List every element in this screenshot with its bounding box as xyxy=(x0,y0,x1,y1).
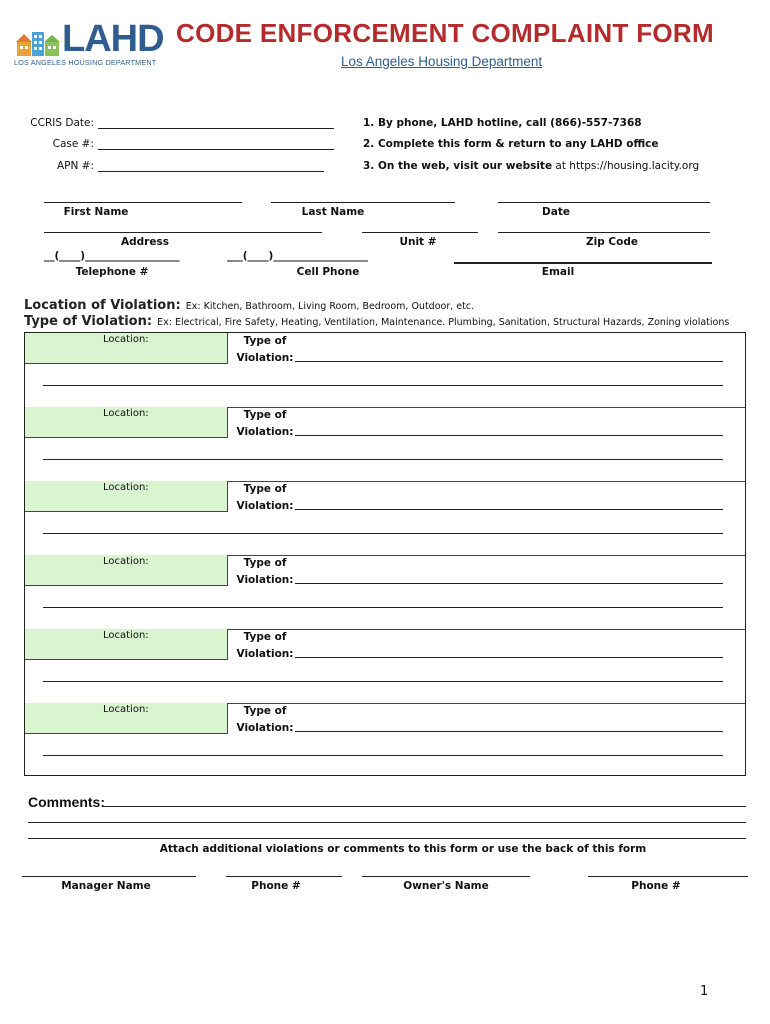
phone-2-label: Phone # xyxy=(631,880,681,892)
howto-step-1: 1. By phone, LAHD hotline, call (866)-557-7368 xyxy=(363,117,642,129)
howto-step-3 xyxy=(363,160,699,172)
type-of-violation-label xyxy=(233,629,297,663)
address-label: Address xyxy=(121,236,169,248)
type-of-violation-line[interactable] xyxy=(295,657,723,658)
type-of-violation-line[interactable] xyxy=(295,509,723,510)
houses-icon xyxy=(14,28,62,58)
type-heading: Type of Violation: xyxy=(24,314,153,329)
comments-note: Attach additional violations or comments to this form or use the back of this form xyxy=(159,843,647,855)
type-label-line2: Violation: xyxy=(236,574,294,586)
type-label-line2: Violation: xyxy=(236,648,294,660)
cell-phone-field[interactable]: ___(____)__________________ xyxy=(227,250,368,262)
location-label: Location: xyxy=(103,334,149,345)
location-label: Location: xyxy=(103,408,149,419)
type-of-violation-label xyxy=(233,481,297,515)
type-label-line1: Type of xyxy=(243,335,287,347)
phone-1-field[interactable] xyxy=(226,876,342,877)
case-number-label: Case #: xyxy=(52,138,94,150)
cell-phone-label: Cell Phone xyxy=(296,266,360,278)
first-name-label: First Name xyxy=(63,206,129,218)
violations-table xyxy=(24,332,746,776)
owner-name-field[interactable] xyxy=(362,876,530,877)
type-of-violation-line[interactable] xyxy=(295,731,723,732)
violation-details-line[interactable] xyxy=(43,607,723,608)
type-examples: Ex: Electrical, Fire Safety, Heating, Ventilation, Maintenance. Plumbing, Sanitation, Structural Hazards, Zoning violations xyxy=(157,317,730,328)
location-heading: Location of Violation: xyxy=(24,298,181,313)
type-label-line2: Violation: xyxy=(236,426,294,438)
location-label: Location: xyxy=(103,704,149,715)
case-number-field[interactable] xyxy=(98,149,334,150)
date-label: Date xyxy=(542,206,570,218)
violation-details-line[interactable] xyxy=(43,459,723,460)
location-label: Location: xyxy=(103,630,149,641)
violation-row xyxy=(25,703,745,777)
violation-details-line[interactable] xyxy=(43,681,723,682)
page-number: 1 xyxy=(700,984,709,999)
first-name-field[interactable] xyxy=(44,202,242,203)
type-of-violation-label xyxy=(233,555,297,589)
type-label-line2: Violation: xyxy=(236,722,294,734)
logo-wordmark: LAHD xyxy=(62,18,164,60)
type-label-line1: Type of xyxy=(243,409,287,421)
type-of-violation-line[interactable] xyxy=(295,435,723,436)
email-field[interactable] xyxy=(454,262,712,264)
violation-details-line[interactable] xyxy=(43,533,723,534)
location-cell[interactable] xyxy=(25,407,228,438)
comments-line-2[interactable] xyxy=(28,822,746,823)
apn-label: APN #: xyxy=(56,160,94,172)
type-of-violation-line[interactable] xyxy=(295,361,723,362)
last-name-label: Last Name xyxy=(301,206,365,218)
type-label-line1: Type of xyxy=(243,557,287,569)
comments-line-1[interactable] xyxy=(102,806,746,807)
location-examples: Ex: Kitchen, Bathroom, Living Room, Bedroom, Outdoor, etc. xyxy=(185,301,475,312)
form-subtitle: Los Angeles Housing Department xyxy=(341,54,543,69)
type-label-line1: Type of xyxy=(243,483,287,495)
phone-1-label: Phone # xyxy=(251,880,301,892)
type-instruction xyxy=(24,310,729,329)
violation-row xyxy=(25,333,745,407)
logo-subtext: LOS ANGELES HOUSING DEPARTMENT xyxy=(14,58,157,67)
last-name-field[interactable] xyxy=(271,202,455,203)
type-label-line2: Violation: xyxy=(236,500,294,512)
location-cell[interactable] xyxy=(25,703,228,734)
zip-label: Zip Code xyxy=(586,236,638,248)
violation-row xyxy=(25,629,745,703)
type-label-line2: Violation: xyxy=(236,352,294,364)
type-of-violation-label xyxy=(233,703,297,737)
ccris-date-field[interactable] xyxy=(98,128,334,129)
unit-field[interactable] xyxy=(362,232,478,233)
howto-step-3-text: 3. On the web, visit our website xyxy=(363,160,553,172)
violation-row xyxy=(25,555,745,629)
telephone-field[interactable]: __(____)__________________ xyxy=(44,250,180,262)
location-cell[interactable] xyxy=(25,555,228,586)
type-label-line1: Type of xyxy=(243,705,287,717)
location-cell[interactable] xyxy=(25,481,228,512)
manager-name-field[interactable] xyxy=(22,876,196,877)
type-of-violation-label xyxy=(233,407,297,441)
violation-details-line[interactable] xyxy=(43,755,723,756)
date-field[interactable] xyxy=(498,202,710,203)
website-link[interactable]: at https://housing.lacity.org xyxy=(552,160,700,172)
howto-step-2: 2. Complete this form & return to any LAHD office xyxy=(363,138,659,150)
email-label: Email xyxy=(541,266,575,278)
form-title: CODE ENFORCEMENT COMPLAINT FORM xyxy=(176,18,714,48)
violation-row xyxy=(25,481,745,555)
lahd-logo xyxy=(14,18,168,70)
violation-details-line[interactable] xyxy=(43,385,723,386)
location-cell[interactable] xyxy=(25,629,228,660)
unit-label: Unit # xyxy=(399,236,437,248)
location-label: Location: xyxy=(103,556,149,567)
ccris-date-label: CCRIS Date: xyxy=(30,117,94,129)
owner-name-label: Owner's Name xyxy=(403,880,489,892)
zip-field[interactable] xyxy=(498,232,710,233)
address-field[interactable] xyxy=(44,232,322,233)
type-label-line1: Type of xyxy=(243,631,287,643)
phone-2-field[interactable] xyxy=(588,876,748,877)
location-label: Location: xyxy=(103,482,149,493)
comments-line-3[interactable] xyxy=(28,838,746,839)
type-of-violation-line[interactable] xyxy=(295,583,723,584)
violation-row xyxy=(25,407,745,481)
manager-name-label: Manager Name xyxy=(61,880,151,892)
type-of-violation-label xyxy=(233,333,297,367)
comments-label: Comments: xyxy=(28,794,106,810)
apn-field[interactable] xyxy=(98,171,324,172)
location-cell[interactable] xyxy=(25,333,228,364)
telephone-label: Telephone # xyxy=(75,266,149,278)
